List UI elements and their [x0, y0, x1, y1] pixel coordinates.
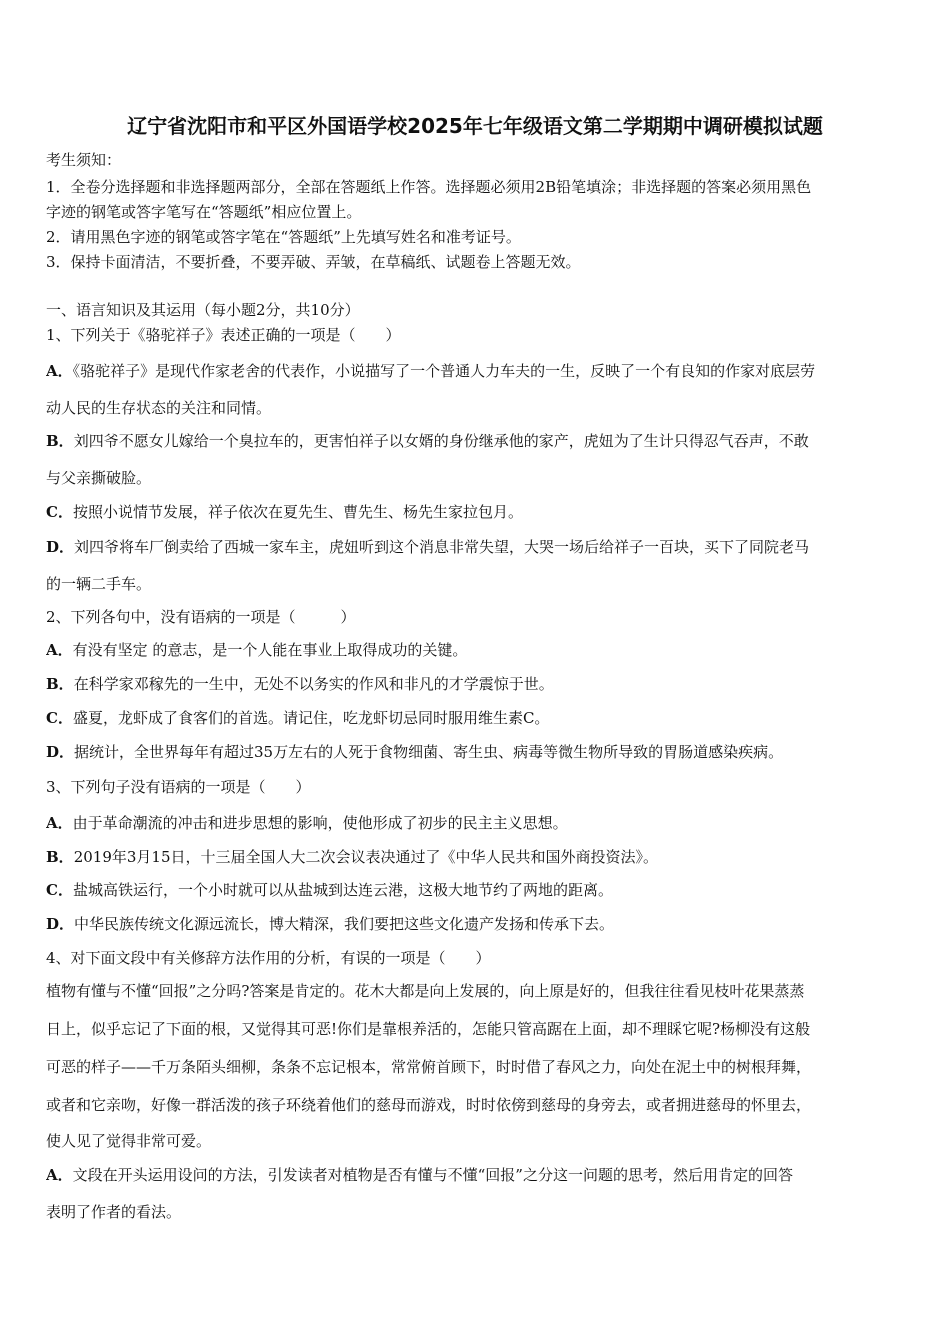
option-text: 盛夏，龙虾成了食客们的首选。请记住，吃龙虾切忌同时服用维生素C。 — [72, 709, 550, 727]
option-text: 由于革命潮流的冲击和进步思想的影响，使他形成了初步的民主主义思想。 — [72, 814, 568, 832]
question-2-option-b — [46, 673, 908, 695]
option-label: D． — [46, 538, 75, 556]
option-label: B． — [46, 432, 74, 450]
question-1-stem: 1、下列关于《骆驼祥子》表述正确的一项是（ ） — [46, 326, 401, 344]
question-2-option-d — [46, 741, 908, 763]
question-1-option-b — [46, 430, 908, 452]
question-4-stem: 4、对下面文段中有关修辞方法作用的分析，有误的一项是（ ） — [46, 949, 491, 967]
question-1-option-a-cont: 动人民的生存状态的关注和同情。 — [46, 399, 272, 417]
notice-item-2: 2．请用黑色字迹的钢笔或答字笔在“答题纸”上先填写姓名和准考证号。 — [46, 228, 521, 246]
question-1-option-d-cont: 的一辆二手车。 — [46, 575, 152, 593]
question-1-option-d — [46, 536, 908, 558]
section-heading: 一、语言知识及其运用（每小题2分，共10分） — [46, 301, 360, 319]
option-text: 2019年3月15日，十三届全国人大二次会议表决通过了《中华人民共和国外商投资法》。 — [73, 848, 658, 866]
option-label: A． — [46, 1166, 73, 1184]
question-3-option-c — [46, 879, 908, 901]
passage-line: 或者和它亲吻，好像一群活泼的孩子环绕着他们的慈母而游戏，时时依傍到慈母的身旁去，或者拥进慈母的怀里去， — [46, 1096, 812, 1114]
question-1-option-b-cont: 与父亲撕破脸。 — [46, 469, 152, 487]
option-label: D． — [46, 915, 75, 933]
option-text: 有没有坚定 的意志，是一个人能在事业上取得成功的关键。 — [72, 641, 468, 659]
question-4-option-a — [46, 1164, 908, 1186]
question-4-option-a-cont: 表明了作者的看法。 — [46, 1203, 182, 1221]
notice-item-3: 3．保持卡面清洁，不要折叠，不要弄破、弄皱，在草稿纸、试题卷上答题无效。 — [46, 253, 581, 271]
passage-line: 使人见了觉得非常可爱。 — [46, 1132, 212, 1150]
question-2-option-c — [46, 707, 908, 729]
question-2-option-a — [46, 639, 908, 661]
option-text: 中华民族传统文化源远流长，博大精深，我们要把这些文化遗产发扬和传承下去。 — [74, 915, 615, 933]
question-1-option-c — [46, 501, 908, 523]
option-label: A． — [46, 362, 73, 380]
option-label: B． — [46, 675, 74, 693]
notice-item-1-line-2: 字迹的钢笔或答字笔写在“答题纸”相应位置上。 — [46, 203, 362, 221]
passage-line: 日上，似乎忘记了下面的根，又觉得其可恶!你们是靠根养活的，怎能只管高踞在上面，却不理睬它呢?杨柳没有这般 — [46, 1020, 811, 1038]
question-1-option-a — [46, 360, 908, 382]
option-text: 刘四爷将车厂倒卖给了西城一家车主，虎妞听到这个消息非常失望，大哭一场后给祥子一百块，买下了同院老马 — [74, 538, 810, 556]
option-label: B． — [46, 848, 74, 866]
option-text: 按照小说情节发展，祥子依次在夏先生、曹先生、杨先生家拉包月。 — [72, 503, 523, 521]
question-2-stem: 2、下列各句中，没有语病的一项是（ ） — [46, 608, 356, 626]
option-label: D． — [46, 743, 75, 761]
option-text: 文段在开头运用设问的方法，引发读者对植物是否有懂与不懂“回报”之分这一问题的思考，然后用肯定的回答 — [72, 1166, 793, 1184]
question-3-option-d — [46, 913, 908, 935]
option-label: C． — [46, 881, 73, 899]
page-title: 辽宁省沈阳市和平区外国语学校2025年七年级语文第二学期期中调研模拟试题 — [127, 114, 823, 138]
option-text: 刘四爷不愿女儿嫁给一个臭拉车的，更害怕祥子以女婿的身份继承他的家产，虎妞为了生计只得忍气吞声，不敢 — [73, 432, 809, 450]
notice-item-1-line-1: 1．全卷分选择题和非选择题两部分，全部在答题纸上作答。选择题必须用2B铅笔填涂；非选择题的答案必须用黑色 — [46, 178, 812, 196]
option-text: 盐城高铁运行，一个小时就可以从盐城到达连云港，这极大地节约了两地的距离。 — [72, 881, 613, 899]
option-label: A． — [46, 814, 73, 832]
question-3-option-b — [46, 846, 908, 868]
question-3-option-a — [46, 812, 908, 834]
option-label: A． — [46, 641, 73, 659]
option-text: 《骆驼祥子》是现代作家老舍的代表作，小说描写了一个普通人力车夫的一生，反映了一个有良知的作家对底层劳 — [72, 362, 816, 380]
passage-line: 植物有懂与不懂“回报”之分吗?答案是肯定的。花木大都是向上发展的，向上原是好的，但我往往看见枝叶花果蒸蒸 — [46, 982, 805, 1000]
option-label: C． — [46, 503, 73, 521]
option-text: 据统计，全世界每年有超过35万左右的人死于食物细菌、寄生虫、病毒等微生物所导致的胃肠道感染疾病。 — [74, 743, 784, 761]
question-3-stem: 3、下列句子没有语病的一项是（ ） — [46, 778, 311, 796]
passage-line: 可恶的样子——千万条陌头细柳，条条不忘记根本，常常俯首顾下，时时借了春风之力，向处在泥土中的树根拜舞， — [46, 1058, 812, 1076]
option-text: 在科学家邓稼先的一生中，无处不以务实的作风和非凡的才学震惊于世。 — [73, 675, 554, 693]
option-label: C． — [46, 709, 73, 727]
notice-heading: 考生须知： — [46, 151, 122, 169]
